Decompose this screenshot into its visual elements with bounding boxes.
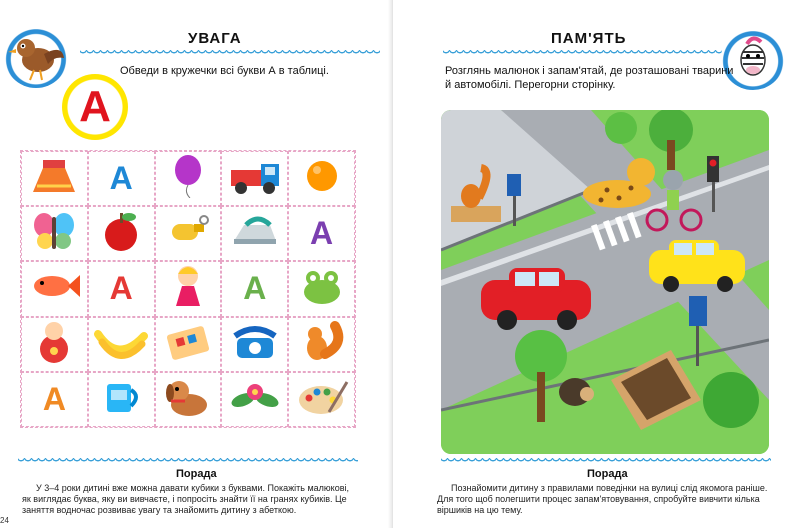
apple-icon — [99, 209, 143, 258]
puzzle-icon — [163, 322, 213, 367]
bananas-icon — [94, 324, 148, 365]
tip-title: Порада — [587, 468, 628, 480]
page-title-attention: УВАГА — [188, 30, 242, 47]
grid-cell-toy-truck[interactable] — [221, 151, 288, 206]
grid-cell-doll[interactable] — [155, 261, 222, 316]
letter-a: А — [109, 160, 133, 197]
mug-icon — [99, 376, 143, 423]
grid-cell-palette[interactable] — [288, 372, 355, 427]
grid-cell-iron[interactable] — [221, 206, 288, 261]
skirt-icon — [31, 156, 77, 201]
toy-truck-icon — [227, 156, 283, 201]
grid-cell-squirrel[interactable] — [288, 317, 355, 372]
grid-cell-letter-a[interactable] — [288, 206, 355, 261]
telephone-icon — [231, 322, 279, 367]
instruction-text: Розглянь малюнок і запам'ятай, де розташовані тварини й автомобілі. Перегорни сторінку. — [445, 65, 734, 91]
letter-search-grid — [20, 150, 356, 428]
grid-cell-roly-poly[interactable] — [21, 317, 88, 372]
grid-cell-orange[interactable] — [288, 151, 355, 206]
page-title-memory: ПАМ'ЯТЬ — [551, 30, 627, 47]
wave-divider — [441, 458, 771, 464]
puppy-icon — [161, 375, 215, 424]
letter-a: А — [310, 215, 334, 252]
right-page — [393, 0, 786, 528]
letter-a: А — [243, 270, 267, 307]
grid-cell-whistle[interactable] — [155, 206, 222, 261]
whistle-icon — [166, 214, 210, 253]
tip-text: У 3–4 роки дитині вже можна давати кубики з буквами. Покажіть малюкові, як виглядає буква, яку ви вивчаєте, і попросіть знайти її на гранях кубиків. Це заняття водночас розвиває увагу та знайомить дитину з абеткою. — [22, 483, 349, 515]
wave-divider — [443, 50, 733, 56]
iron-icon — [230, 213, 280, 254]
grid-cell-butterfly[interactable] — [21, 206, 88, 261]
grid-cell-bananas[interactable] — [88, 317, 155, 372]
grid-cell-fish[interactable] — [21, 261, 88, 316]
doll-icon — [168, 262, 208, 315]
tip-title: Порада — [176, 468, 217, 480]
letter-a: А — [109, 270, 133, 307]
bird-mascot-icon — [4, 24, 68, 88]
grid-cell-puppy[interactable] — [155, 372, 222, 427]
instruction-text: Обведи в кружечки всі букви А в таблиці. — [120, 65, 329, 77]
grid-cell-letter-a[interactable] — [21, 372, 88, 427]
grid-cell-letter-a[interactable] — [88, 151, 155, 206]
grid-cell-letter-a[interactable] — [221, 261, 288, 316]
grid-cell-puzzle[interactable] — [155, 317, 222, 372]
butterfly-icon — [32, 211, 76, 256]
wave-divider — [18, 458, 358, 464]
grid-cell-apple[interactable] — [88, 206, 155, 261]
grid-cell-letter-a[interactable] — [88, 261, 155, 316]
squirrel-icon — [299, 320, 345, 369]
grid-cell-mug[interactable] — [88, 372, 155, 427]
roly-poly-icon — [34, 319, 74, 370]
page-number: 24 — [0, 516, 9, 525]
grid-cell-frog[interactable] — [288, 261, 355, 316]
grid-cell-telephone[interactable] — [221, 317, 288, 372]
balloon-icon — [168, 154, 208, 203]
frog-icon — [298, 266, 346, 311]
big-letter-a-badge: А — [62, 74, 128, 140]
flower-icon — [229, 376, 281, 423]
wave-divider — [80, 50, 380, 56]
street-scene-illustration — [441, 110, 769, 454]
grid-cell-flower[interactable] — [221, 372, 288, 427]
palette-icon — [295, 376, 349, 423]
grid-cell-balloon[interactable] — [155, 151, 222, 206]
orange-icon — [302, 156, 342, 201]
grid-cell-skirt[interactable] — [21, 151, 88, 206]
letter-a: А — [42, 380, 66, 417]
fish-icon — [28, 269, 80, 308]
tip-text: Познайомити дитину з правилами поведінки на вулиці слід якомога раніше. Для того щоб полегшити процес запам'ятовування, спробуйте вивчити кілька віршиків на цю тему. — [437, 483, 768, 515]
